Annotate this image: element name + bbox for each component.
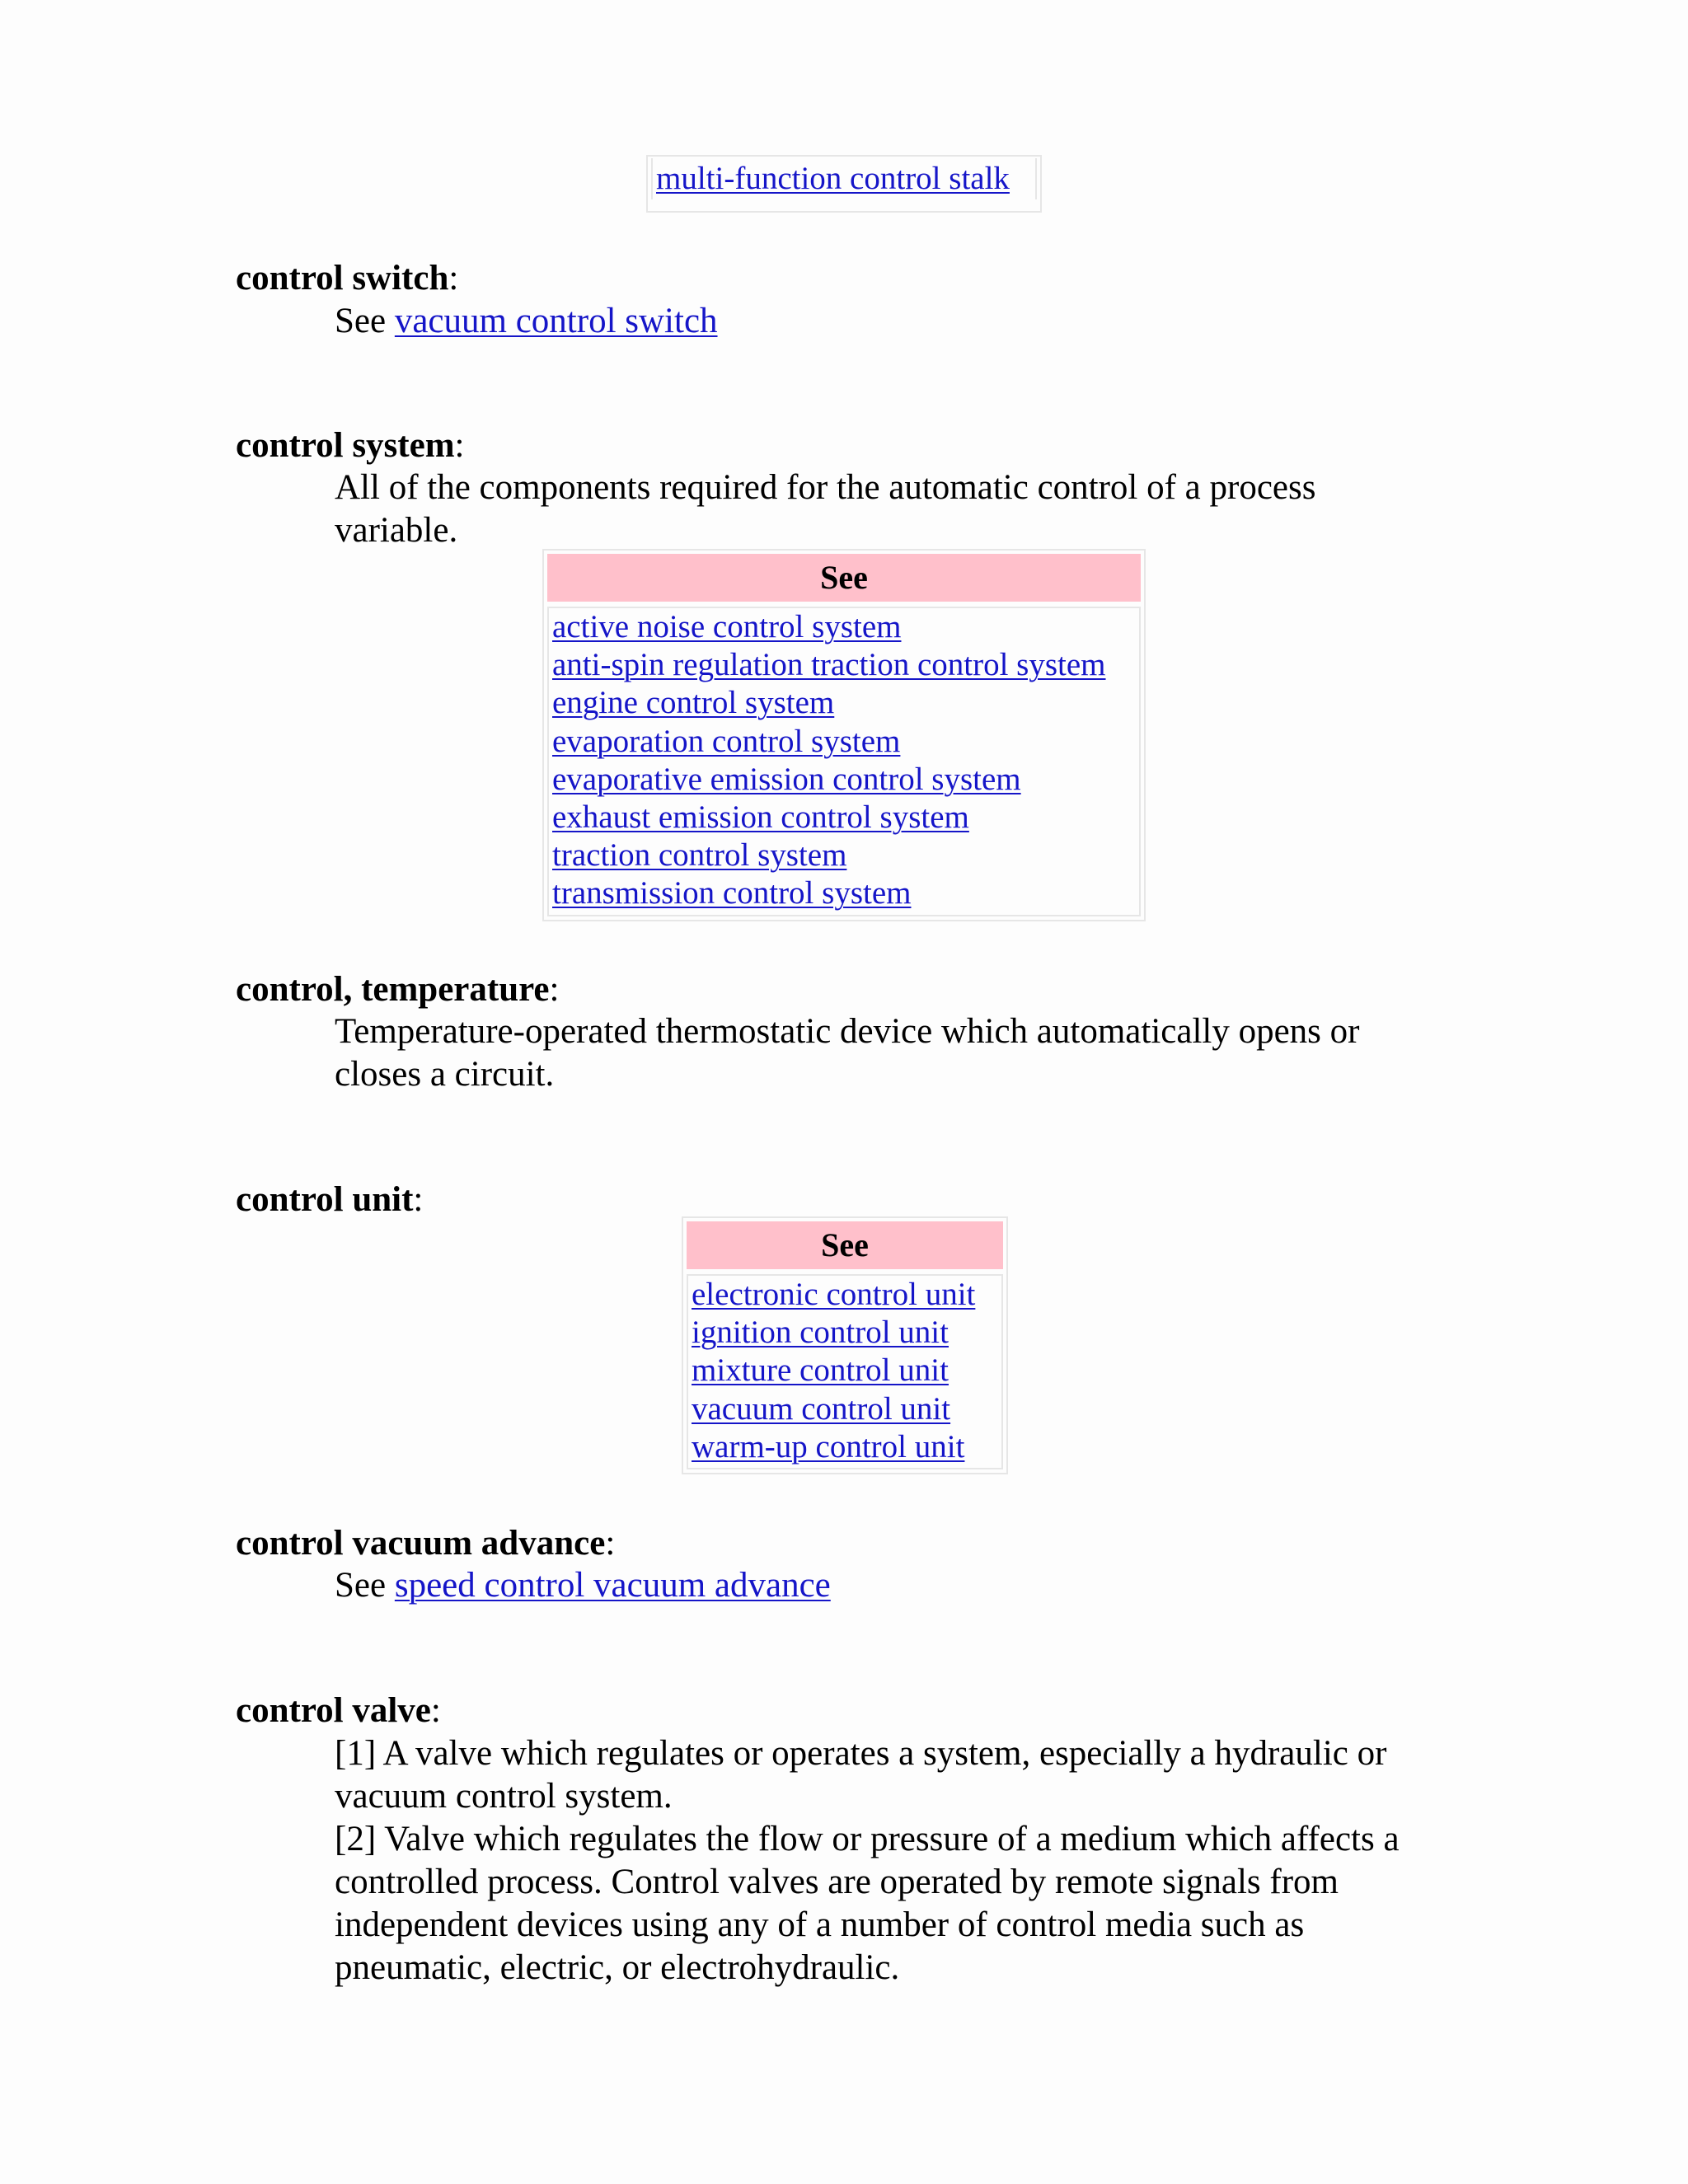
term-colon: : xyxy=(454,426,465,465)
term-heading: control unit xyxy=(236,1180,414,1219)
term-colon: : xyxy=(448,259,459,298)
link-warm-up-control-unit[interactable]: warm-up control unit xyxy=(692,1428,965,1465)
link-active-noise-control-system[interactable]: active noise control system xyxy=(552,609,902,644)
link-anti-spin-regulation-traction-control-system[interactable]: anti-spin regulation traction control system xyxy=(552,647,1106,683)
definition-control-system: All of the components required for the automatic control of a process variable. xyxy=(335,468,1316,550)
see-list xyxy=(547,607,1141,916)
term-heading: control, temperature xyxy=(236,970,550,1009)
link-vacuum-control-unit[interactable]: vacuum control unit xyxy=(692,1390,951,1427)
see-prefix: See xyxy=(335,1566,387,1605)
link-mixture-control-unit[interactable]: mixture control unit xyxy=(692,1352,949,1389)
term-control-temperature xyxy=(236,968,559,1011)
link-vacuum-control-switch[interactable]: vacuum control switch xyxy=(394,302,718,340)
term-colon: : xyxy=(549,970,560,1009)
link-evaporation-control-system[interactable]: evaporation control system xyxy=(552,723,901,759)
link-ignition-control-unit[interactable]: ignition control unit xyxy=(692,1315,949,1351)
term-colon: : xyxy=(430,1691,441,1730)
link-speed-control-vacuum-advance[interactable]: speed control vacuum advance xyxy=(394,1566,831,1605)
definition-control-temperature: Temperature-operated thermostatic device which automatically opens or closes a circuit. xyxy=(335,1012,1360,1094)
term-control-vacuum-advance xyxy=(236,1522,615,1565)
term-colon: : xyxy=(605,1524,616,1563)
term-heading: control valve xyxy=(236,1691,431,1730)
link-engine-control-system[interactable]: engine control system xyxy=(552,685,835,721)
term-control-valve xyxy=(236,1690,441,1732)
link-traction-control-system[interactable]: traction control system xyxy=(552,837,847,874)
link-transmission-control-system[interactable]: transmission control system xyxy=(552,875,912,912)
term-heading: control system xyxy=(236,426,455,465)
term-control-switch xyxy=(236,257,458,300)
definition-control-valve xyxy=(335,1732,1464,1990)
definition-control-vacuum-advance xyxy=(335,1564,1472,1607)
see-list xyxy=(687,1274,1003,1469)
see-prefix: See xyxy=(335,302,387,340)
see-table-continuation xyxy=(646,155,1042,213)
definition-part-2: [2] Valve which regulates the flow or pressure of a medium which affects a controlled process. Control valves are operated by remote signals from independent devices using any of a number of control media such as pneumatic, electric, or electrohydraulic. xyxy=(335,1820,1400,1987)
term-heading: control vacuum advance xyxy=(236,1524,606,1563)
term-heading: control switch xyxy=(236,259,449,298)
link-electronic-control-unit[interactable]: electronic control unit xyxy=(692,1277,976,1312)
see-list xyxy=(651,158,1037,199)
link-multi-function-control-stalk[interactable]: multi-function control stalk xyxy=(656,161,1010,196)
term-control-unit xyxy=(236,1179,423,1221)
term-colon: : xyxy=(413,1180,424,1219)
definition-part-1: [1] A valve which regulates or operates a system, especially a hydraulic or vacuum control system. xyxy=(335,1734,1387,1816)
term-control-system xyxy=(236,424,464,467)
see-table-control-unit xyxy=(682,1216,1008,1474)
see-table-control-system xyxy=(542,549,1146,921)
see-table-header: See xyxy=(687,1221,1003,1269)
definition-control-switch xyxy=(335,300,1472,343)
see-table-header: See xyxy=(547,554,1141,602)
link-exhaust-emission-control-system[interactable]: exhaust emission control system xyxy=(552,799,969,836)
link-evaporative-emission-control-system[interactable]: evaporative emission control system xyxy=(552,761,1021,797)
